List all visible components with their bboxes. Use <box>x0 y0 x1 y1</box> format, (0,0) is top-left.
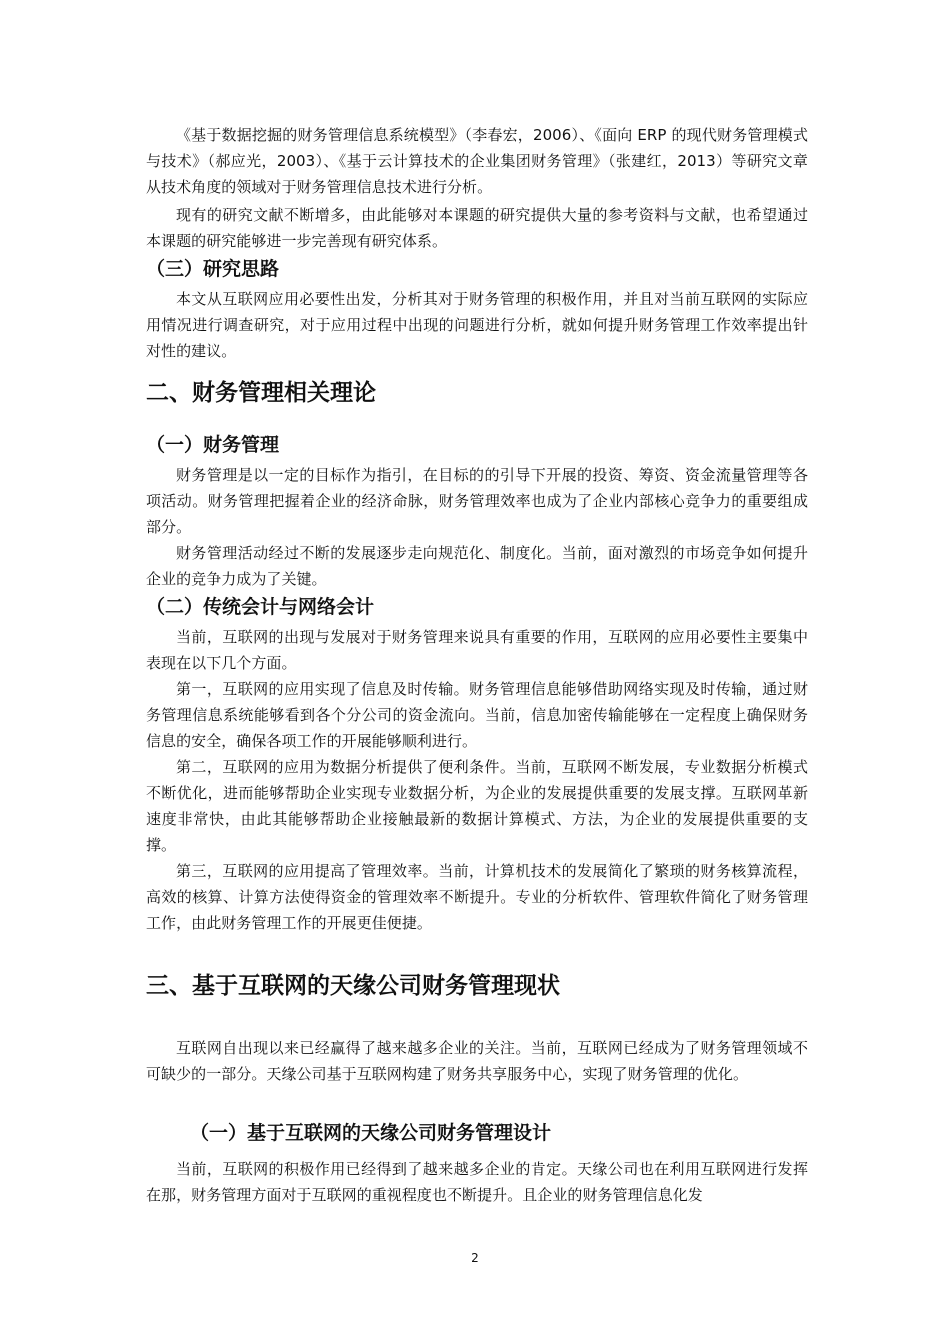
paragraph-point-two: 第二，互联网的应用为数据分析提供了便利条件。当前，互联网不断发展，专业数据分析模式不断优化，进而能够帮助企业实现专业数据分析，为企业的发展提供重要的发展支撑。互联网革新速度非常快，由此其能够帮助企业接触最新的数据计算模式、方法，为企业的发展提供重要的支撑。 <box>146 758 808 854</box>
heading-research-idea: （三）研究思路 <box>146 258 280 280</box>
paragraph-point-three: 第三，互联网的应用提高了管理效率。当前，计算机技术的发展简化了繁琐的财务核算流程，高效的核算、计算方法使得资金的管理效率不断提升。专业的分析软件、管理软件简化了财务管理工作，由此财务管理工作的开展更佳便捷。 <box>146 862 808 932</box>
heading-section-2: 二、财务管理相关理论 <box>146 380 376 406</box>
paragraph-fin-mgmt-definition: 财务管理是以一定的目标作为指引，在目标的的引导下开展的投资、筹资、资金流量管理等各项活动。财务管理把握着企业的经济命脉，财务管理效率也成为了企业内部核心竞争力的重要组成部分。 <box>146 466 808 536</box>
paragraph-literature-summary: 现有的研究文献不断增多，由此能够对本课题的研究提供大量的参考资料与文献，也希望通过本课题的研究能够进一步完善现有研究体系。 <box>146 206 808 250</box>
page-number: 2 <box>471 1251 479 1265</box>
paragraph-internet-importance: 当前，互联网的出现与发展对于财务管理来说具有重要的作用，互联网的应用必要性主要集中表现在以下几个方面。 <box>146 628 808 672</box>
heading-section-3: 三、基于互联网的天缘公司财务管理现状 <box>146 973 560 999</box>
heading-traditional-network-accounting: （二）传统会计与网络会计 <box>146 596 375 618</box>
paragraph-research-idea: 本文从互联网应用必要性出发，分析其对于财务管理的积极作用，并且对当前互联网的实际应用情况进行调查研究，对于应用过程中出现的问题进行分析，就如何提升财务管理工作效率提出针对性的建议。 <box>146 290 808 360</box>
paragraph-section-3-intro: 互联网自出现以来已经赢得了越来越多企业的关注。当前，互联网已经成为了财务管理领域不可缺少的一部分。天缘公司基于互联网构建了财务共享服务中心，实现了财务管理的优化。 <box>146 1039 808 1083</box>
paragraph-design-intro: 当前，互联网的积极作用已经得到了越来越多企业的肯定。天缘公司也在利用互联网进行发挥在那，财务管理方面对于互联网的重视程度也不断提升。且企业的财务管理信息化发 <box>146 1160 808 1204</box>
document-body <box>146 122 808 1208</box>
paragraph-literature-tech: 《基于数据挖掘的财务管理信息系统模型》（李春宏，2006）、《面向 ERP 的现代财务管理模式与技术》（郝应光，2003）、《基于云计算技术的企业集团财务管理》（张建红，2013）等研究文章从技术角度的领域对于财务管理信息技术进行分析。 <box>146 126 808 196</box>
paragraph-fin-mgmt-development: 财务管理活动经过不断的发展逐步走向规范化、制度化。当前，面对激烈的市场竞争如何提升企业的竞争力成为了关键。 <box>146 544 808 588</box>
heading-internet-fin-design: （一）基于互联网的天缘公司财务管理设计 <box>190 1122 552 1144</box>
heading-financial-management: （一）财务管理 <box>146 434 280 456</box>
paragraph-point-one: 第一，互联网的应用实现了信息及时传输。财务管理信息能够借助网络实现及时传输，通过财务管理信息系统能够看到各个分公司的资金流向。当前，信息加密传输能够在一定程度上确保财务信息的安全，确保各项工作的开展能够顺利进行。 <box>146 680 808 750</box>
